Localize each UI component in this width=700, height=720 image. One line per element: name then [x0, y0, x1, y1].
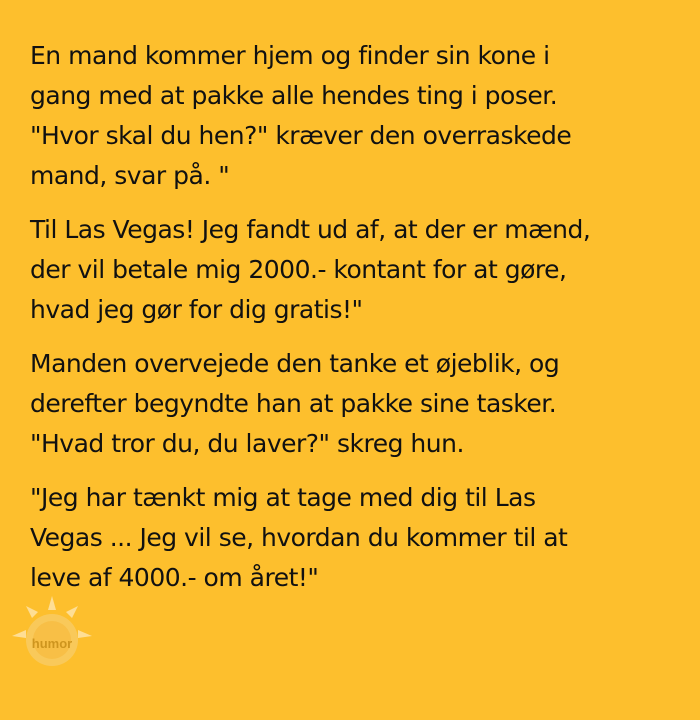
text-line: "Hvor skal du hen?" kræver den overraskede: [30, 121, 572, 150]
text-line: "Jeg har tænkt mig at tage med dig til Las: [30, 483, 536, 512]
text-line: "Hvad tror du, du laver?" skreg hun.: [30, 429, 464, 458]
text-line: der vil betale mig 2000.- kontant for at gøre,: [30, 255, 567, 284]
text-line: Manden overvejede den tanke et øjeblik, og: [30, 349, 560, 378]
joke-text: [30, 36, 690, 612]
text-line: mand, svar på. ": [30, 161, 230, 190]
text-line: Vegas ... Jeg vil se, hvordan du kommer til at: [30, 523, 568, 552]
paragraph-1: [30, 36, 690, 196]
paragraph-3: [30, 344, 690, 464]
watermark-text: humor: [31, 636, 73, 651]
text-line: En mand kommer hjem og finder sin kone i: [30, 41, 550, 70]
text-line: derefter begyndte han at pakke sine tasker.: [30, 389, 557, 418]
text-line: gang med at pakke alle hendes ting i poser.: [30, 81, 558, 110]
paragraph-4: [30, 478, 690, 598]
paragraph-2: [30, 210, 690, 330]
sun-logo-icon: [6, 588, 98, 684]
text-line: hvad jeg gør for dig gratis!": [30, 295, 363, 324]
text-line: leve af 4000.- om året!": [30, 563, 319, 592]
text-line: Til Las Vegas! Jeg fandt ud af, at der er mænd,: [30, 215, 591, 244]
